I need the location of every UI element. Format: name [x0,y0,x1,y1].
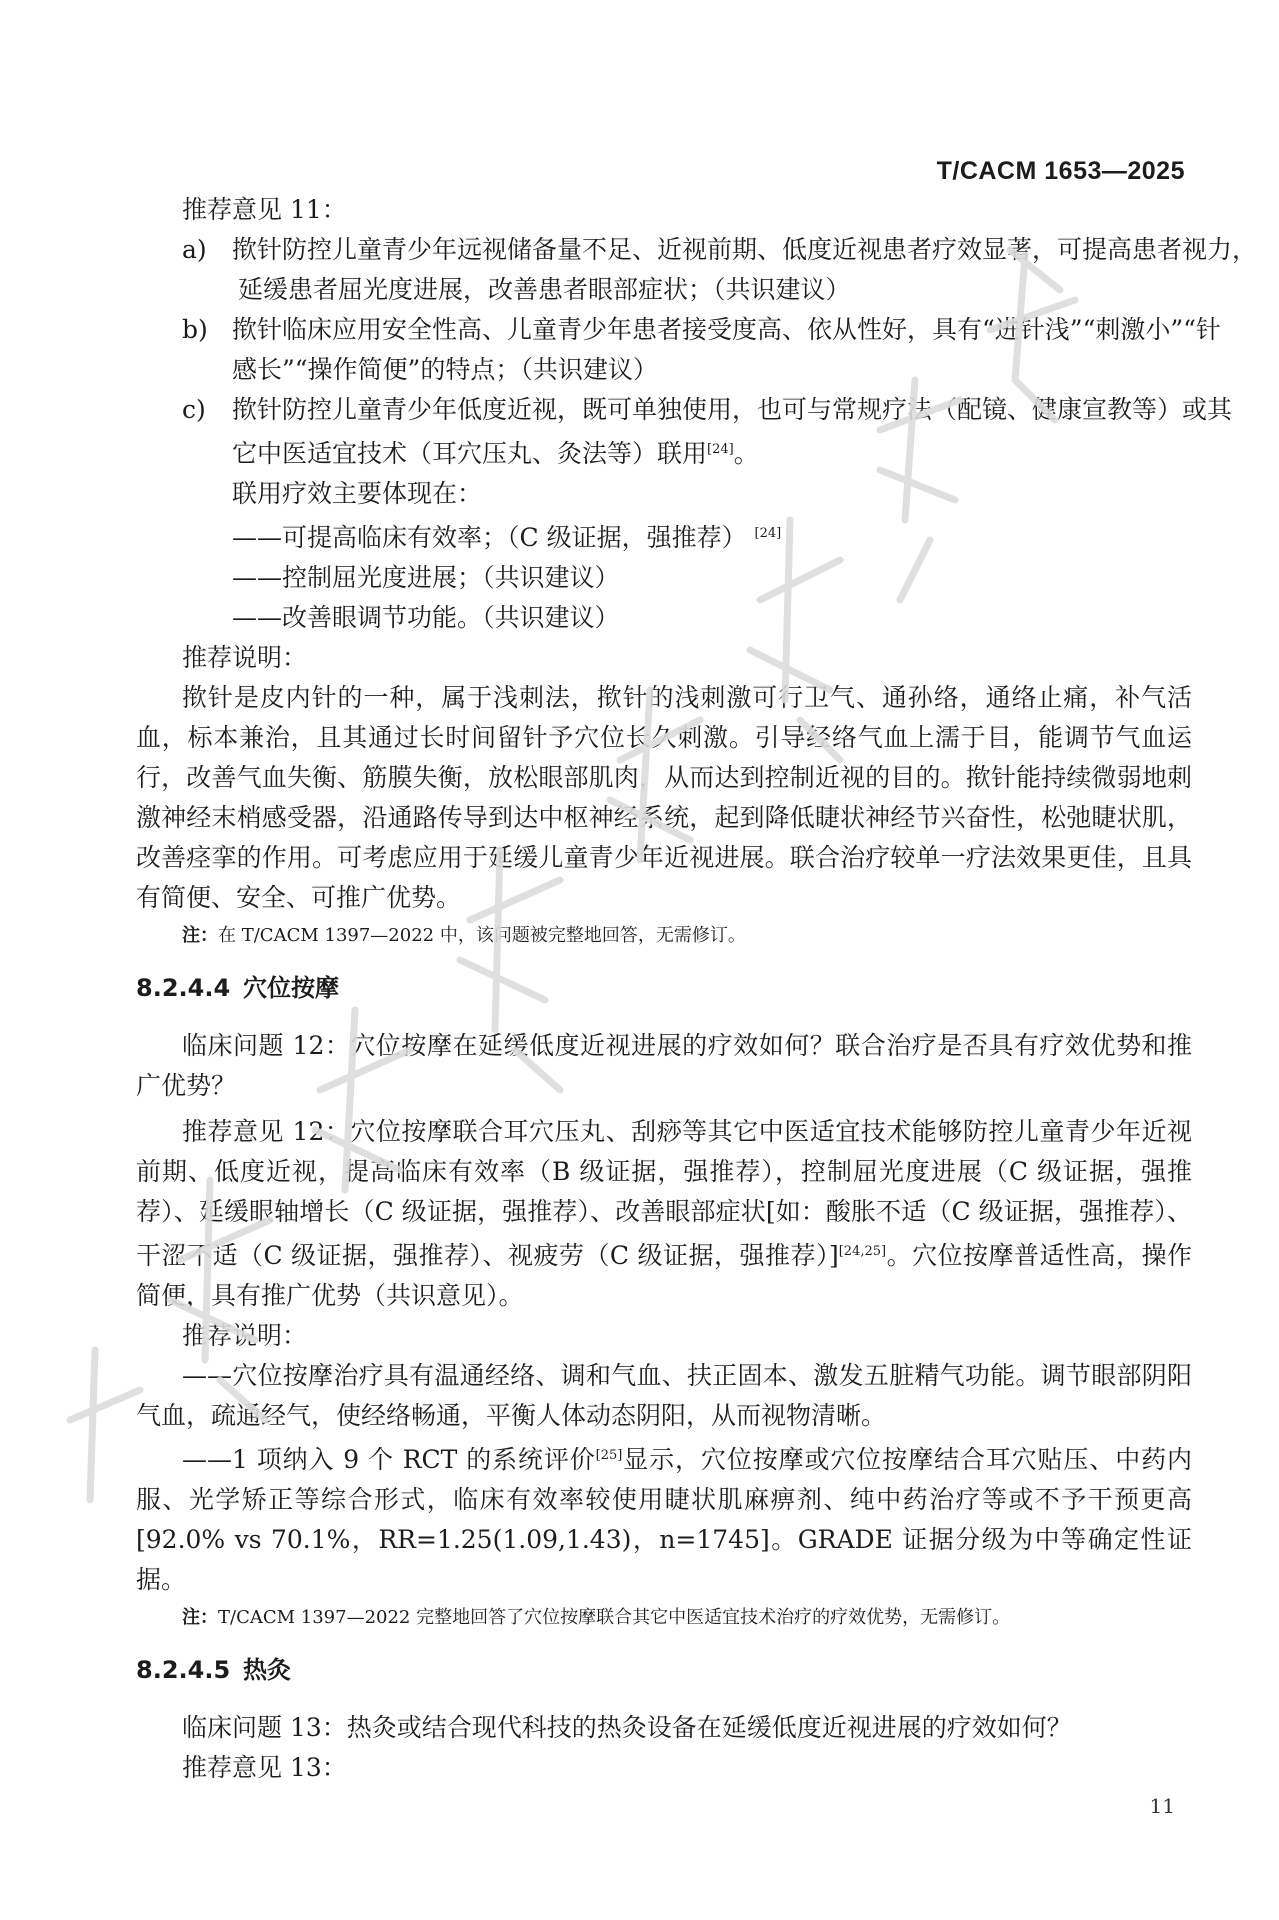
watermark-stroke [70,1350,140,1500]
rec11-title: 推荐意见 11： [182,195,347,224]
section-heading-8245: 8.2.4.5 热灸 [136,1656,291,1684]
item-text: 揿针防控儿童青少年远视储备量不足、近视前期、低度近视患者疗效显著，可提高患者视力， [232,235,1258,264]
rec11-explain-title: 推荐说明： [182,643,308,672]
item-label: a) [182,235,207,264]
question-13: 临床问题 13：热灸或结合现代科技的热灸设备在延缓低度近视进展的疗效如何？ [182,1713,1072,1742]
citation: [24] [707,442,734,457]
item-label: c) [182,395,206,424]
item-text: 揿针防控儿童青少年低度近视，既可单独使用，也可与常规疗法（配镜、健康宣教等）或其 [232,395,1233,424]
rec13-title: 推荐意见 13： [182,1753,347,1782]
document-id: T/CACM 1653—2025 [936,157,1185,185]
dash-item: ——可提高临床有效率；（C 级证据，强推荐） [24] [232,523,782,552]
combined-title: 联用疗效主要体现在： [232,479,483,508]
rec11-item-b [136,310,1221,390]
rec11-item-a [136,230,1258,310]
citation: [24,25] [838,1244,887,1259]
rec12-explain-1: ——穴位按摩治疗具有温通经络、调和气血、扶正固本、激发五脏精气功能。调节眼部阴阳气血，疏通经气，使经络畅通，平衡人体动态阴阳，从而视物清晰。 [136,1361,1192,1430]
page-content [136,190,1258,1788]
rec12-explain-title: 推荐说明： [182,1321,308,1350]
page-number: 11 [1149,1794,1175,1818]
dash-item: ——改善眼调节功能。（共识建议） [232,603,620,632]
rec11-item-c [136,390,1233,638]
question-12: 临床问题 12：穴位按摩在延缓低度近视进展的疗效如何？联合治疗是否具有疗效优势和推广优势？ [136,1031,1192,1100]
rec12-note: 注：T/CACM 1397—2022 完整地回答了穴位按摩联合其它中医适宜技术治疗的疗效优势，无需修订。 [182,1607,1011,1628]
rec12-text: 推荐意见 12：穴位按摩联合耳穴压丸、刮痧等其它中医适宜技术能够防控儿童青少年近视前期、低度近视，提高临床有效率（B 级证据，强推荐），控制屈光度进展（C 级证据，强推荐）、延缓眼轴增长（C 级证据，强推荐）、改善眼部症状[如：酸胀不适（C 级证据，强推荐）、干涩不适（C 级证据，强推荐）、视疲劳（C 级证据，强推荐）][24,25]。穴位按摩普适性高，操作简便，具有推广优势（共识意见）。 [136,1117,1192,1310]
item-text: 它中医适宜技术（耳穴压丸、灸法等）联用[24]。 [232,439,759,468]
citation: [25] [595,1448,623,1463]
item-label: b) [182,315,208,344]
item-text: 揿针临床应用安全性高、儿童青少年患者接受度高、依从性好，具有“进针浅”“刺激小”“针 [232,315,1221,344]
item-text: 延缓患者屈光度进展，改善患者眼部症状；（共识建议） [238,275,851,304]
rec11-explain-text: 揿针是皮内针的一种，属于浅刺法，揿针的浅刺激可行卫气、通孙络，通络止痛，补气活血，标本兼治，且其通过长时间留针予穴位长久刺激。引导经络气血上濡于目，能调节气血运行，改善气血失衡、筋膜失衡，放松眼部肌肉，从而达到控制近视的目的。揿针能持续微弱地刺激神经末梢感受器，沿通路传导到达中枢神经系统，起到降低睫状神经节兴奋性，松弛睫状肌，改善痉挛的作用。可考虑应用于延缓儿童青少年近视进展。联合治疗较单一疗法效果更佳，且具有简便、安全、可推广优势。 [136,683,1192,912]
section-heading-8244: 8.2.4.4 穴位按摩 [136,974,339,1002]
rec12-explain-2: ——1 项纳入 9 个 RCT 的系统评价[25]显示，穴位按摩或穴位按摩结合耳穴贴压、中药内服、光学矫正等综合形式，临床有效率较使用睫状肌麻痹剂、纯中药治疗等或不予干预更高[92.0% vs 70.1%，RR=1.25(1.09,1.43)，n=1745]。GRADE 证据分级为中等确定性证据。 [136,1445,1192,1594]
item-text: 感长”“操作简便”的特点；（共识建议） [232,355,658,384]
rec11-note: 注：在 T/CACM 1397—2022 中，该问题被完整地回答，无需修订。 [182,925,746,946]
dash-item: ——控制屈光度进展；（共识建议） [232,563,620,592]
citation: [24] [754,526,782,541]
